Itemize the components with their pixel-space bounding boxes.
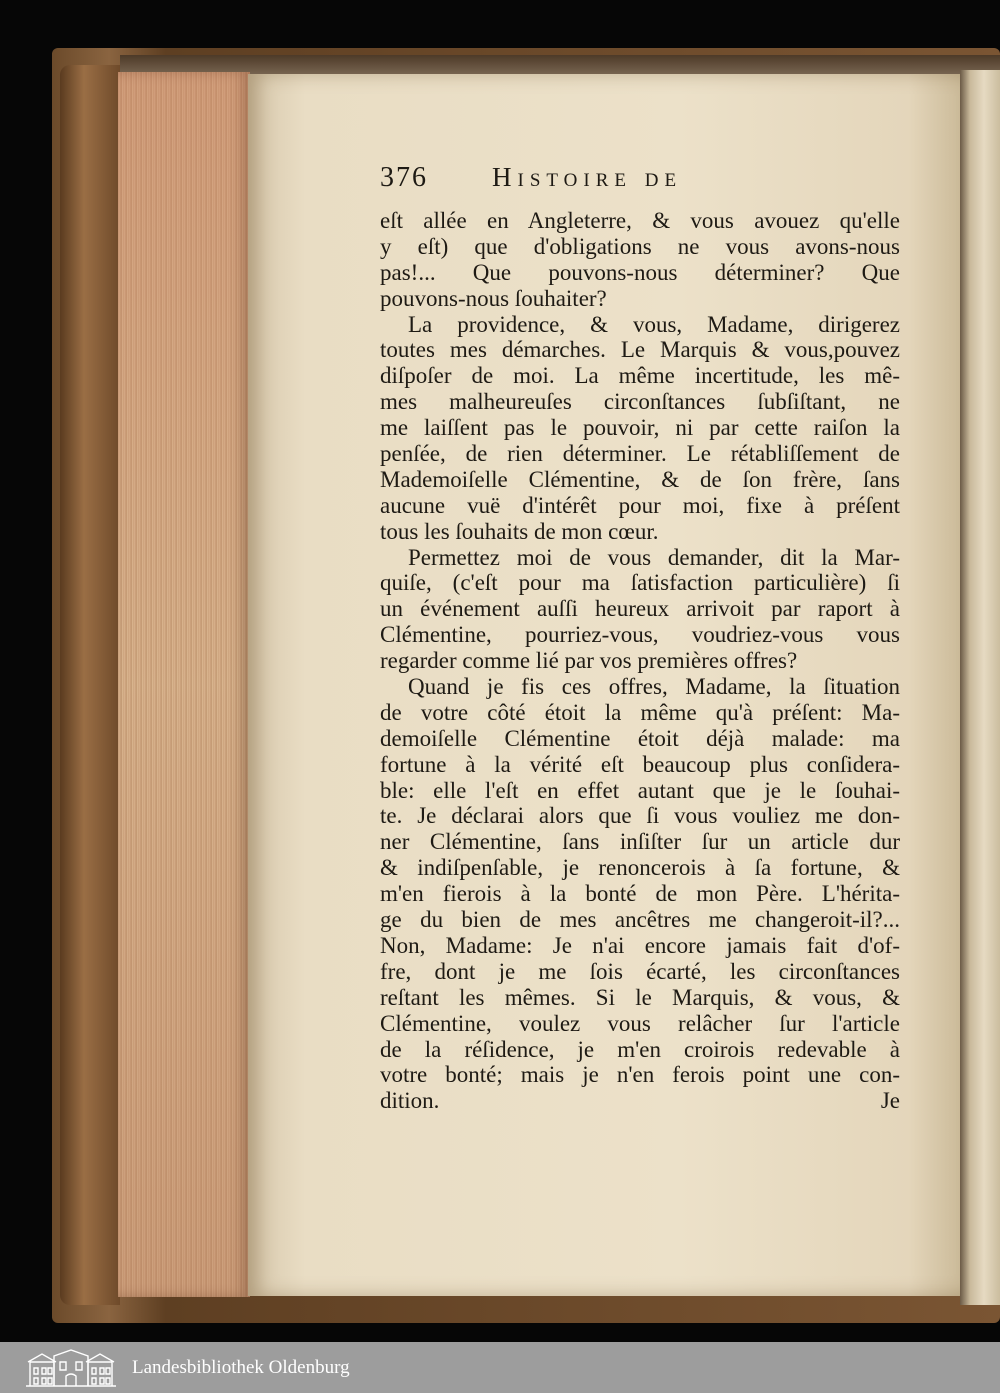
- text-line: La providence, & vous, Madame, dirigerez: [408, 311, 900, 337]
- catchword: Je: [880, 1088, 900, 1114]
- library-footer: [0, 1342, 1000, 1393]
- text-line: demoiſelle Clémentine étoit déjà malade: ma: [380, 725, 900, 751]
- text-line: y eſt) que d'obligations ne vous avons-nous: [380, 233, 900, 259]
- text-line: fortune à la vérité eſt beaucoup plus conſidera-: [380, 751, 900, 777]
- text-line: quiſe, (c'eſt pour ma ſatisfaction particulière) ſi: [380, 570, 900, 596]
- text-line: toutes mes démarches. Le Marquis & vous,pouvez: [380, 337, 900, 363]
- facing-page-edge: [960, 70, 1000, 1305]
- running-title: Histoire de: [492, 162, 683, 192]
- text-line: Non, Madame: Je n'ai encore jamais fait d'of-: [380, 932, 900, 958]
- text-line: penſée, de rien déterminer. Le rétabliſſement de: [380, 441, 900, 467]
- text-line: me laiſſent pas le pouvoir, ni par cette raiſon la: [380, 415, 900, 441]
- text-line: pouvons-nous ſouhaiter?: [380, 285, 607, 311]
- text-line: regarder comme lié par vos premières offres?: [380, 648, 798, 674]
- page-text-block: [380, 162, 900, 1114]
- closing-line: [380, 1088, 900, 1114]
- text-line: ge du bien de mes ancêtres me changeroit-il?...: [380, 907, 900, 933]
- text-line: Permettez moi de vous demander, dit la Mar-: [408, 544, 900, 570]
- library-name: Landesbibliothek Oldenburg: [132, 1356, 350, 1378]
- text-line: m'en fierois à la bonté de mon Père. L'hérita-: [380, 881, 900, 907]
- text-line: mes malheureuſes circonſtances ſubſiſtant, ne: [380, 389, 900, 415]
- text-line: Clémentine, voulez vous relâcher ſur l'article: [380, 1010, 900, 1036]
- text-line: ner Clémentine, ſans inſiſter ſur un article dur: [380, 829, 900, 855]
- text-line: ble: elle l'eſt en effet autant que je le ſouhai-: [380, 777, 900, 803]
- text-line: & indiſpenſable, je renoncerois à ſa fortune, &: [380, 855, 900, 881]
- text-line: eſt allée en Angleterre, & vous avouez qu'elle: [380, 208, 900, 233]
- page-block-edges: [118, 72, 250, 1297]
- text-line: Quand je fis ces offres, Madame, la ſituation: [408, 674, 900, 700]
- text-line: te. Je déclarai alors que ſi vous vouliez me don-: [380, 803, 900, 829]
- library-building-icon: [24, 1348, 118, 1388]
- text-line: aucune vuë d'intérêt pour moi, fixe à préſent: [380, 492, 900, 518]
- text-line: de la réſidence, je m'en croirois redevable à: [380, 1036, 900, 1062]
- body-text: [380, 208, 900, 1088]
- book-spine: [60, 65, 120, 1305]
- text-line: Clémentine, pourriez-vous, voudriez-vous vous: [380, 622, 900, 648]
- text-line: pas!... Que pouvons-nous déterminer? Que: [380, 259, 900, 285]
- text-line: reſtant les mêmes. Si le Marquis, & vous, &: [380, 984, 900, 1010]
- text-line: Mademoiſelle Clémentine, & de ſon frère, ſans: [380, 466, 900, 492]
- text-line: diſpoſer de moi. La même incertitude, les mê-: [380, 363, 900, 389]
- text-line: fre, dont je me ſois écarté, les circonſtances: [380, 958, 900, 984]
- page-number: 376: [380, 162, 428, 193]
- text-line: un événement auſſi heureux arrivoit par raport à: [380, 596, 900, 622]
- running-head: [380, 162, 900, 208]
- closing-text: dition.: [380, 1088, 440, 1114]
- text-line: de votre côté étoit la même qu'à préſent: Ma-: [380, 699, 900, 725]
- text-line: votre bonté; mais je n'en ferois point une con-: [380, 1062, 900, 1088]
- text-line: tous les ſouhaits de mon cœur.: [380, 518, 659, 544]
